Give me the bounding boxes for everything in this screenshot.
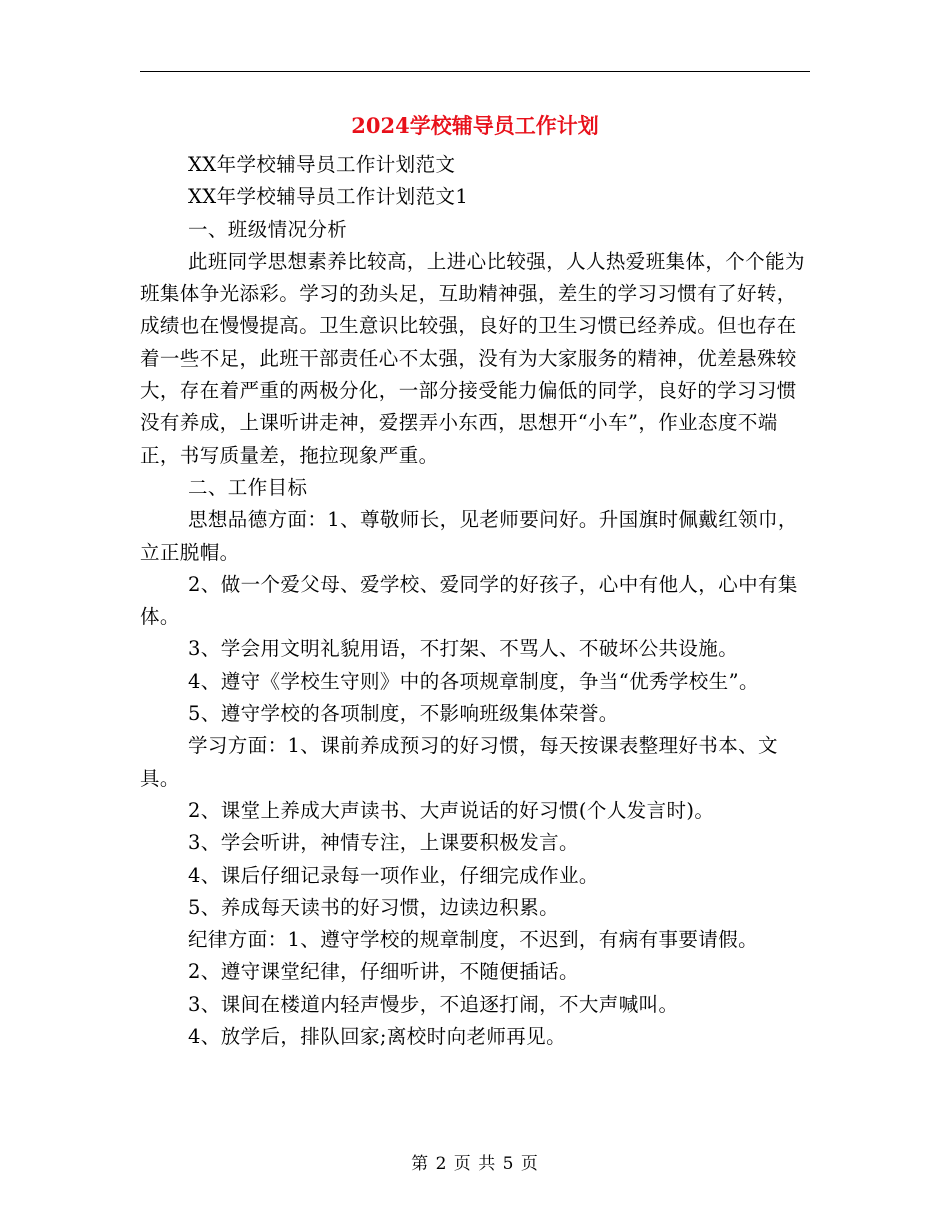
paragraph: 4、课后仔细记录每一项作业，仔细完成作业。 xyxy=(188,863,599,887)
paragraph: 4、放学后，排队回家;离校时向老师再见。 xyxy=(188,1025,566,1049)
section-heading: 一、班级情况分析 xyxy=(188,217,348,241)
paragraph: 此班同学思想素养比较高，上进心比较强，人人热爱班集体，个个能为班集体争光添彩。学习的劲头足，互助精神强，差生的学习习惯有了好转，成绩也在慢慢提高。卫生意识比较强，良好的卫生习惯已经养成。但也存在着一些不足，此班干部责任心不太强，没有为大家服务的精神，优差悬殊较大，存在着严重的两极分化，一部分接受能力偏低的同学，良好的学习习惯没有养成，上课听讲走神，爱摆弄小东西，思想开“小车”，作业态度不端正，书写质量差，拖拉现象严重。 xyxy=(140,249,805,467)
document-body xyxy=(140,149,810,1053)
section-heading: 二、工作目标 xyxy=(188,475,308,499)
paragraph: 2、遵守课堂纪律，仔细听讲，不随便插话。 xyxy=(188,960,579,984)
paragraph: 4、遵守《学校生守则》中的各项规章制度，争当“优秀学校生”。 xyxy=(188,669,759,693)
paragraph: 5、遵守学校的各项制度，不影响班级集体荣誉。 xyxy=(188,702,619,726)
paragraph: 2、做一个爱父母、爱学校、爱同学的好孩子，心中有他人，心中有集体。 xyxy=(140,572,798,629)
paragraph: 学习方面：1、课前养成预习的好习惯，每天按课表整理好书本、文具。 xyxy=(140,734,778,790)
paragraph: 3、学会听讲，神情专注，上课要积极发言。 xyxy=(188,831,579,855)
document-title: 2024学校辅导员工作计划 xyxy=(351,113,599,138)
page-number-footer: 第 2 页 共 5 页 xyxy=(411,1154,539,1174)
header-rule xyxy=(140,71,810,72)
paragraph: XX年学校辅导员工作计划范文 xyxy=(188,153,456,176)
paragraph: 2、课堂上养成大声读书、大声说话的好习惯(个人发言时)。 xyxy=(188,798,715,822)
paragraph: 5、养成每天读书的好习惯，边读边积累。 xyxy=(188,895,560,919)
paragraph: 3、课间在楼道内轻声慢步，不追逐打闹，不大声喊叫。 xyxy=(188,992,679,1016)
paragraph: 3、学会用文明礼貌用语，不打架、不骂人、不破坏公共设施。 xyxy=(188,637,739,661)
paragraph: 纪律方面：1、遵守学校的规章制度，不迟到，有病有事要请假。 xyxy=(188,928,759,952)
paragraph: XX年学校辅导员工作计划范文1 xyxy=(188,185,469,209)
paragraph: 思想品德方面：1、尊敬师长，见老师要问好。升国旗时佩戴红领巾，立正脱帽。 xyxy=(140,508,798,564)
